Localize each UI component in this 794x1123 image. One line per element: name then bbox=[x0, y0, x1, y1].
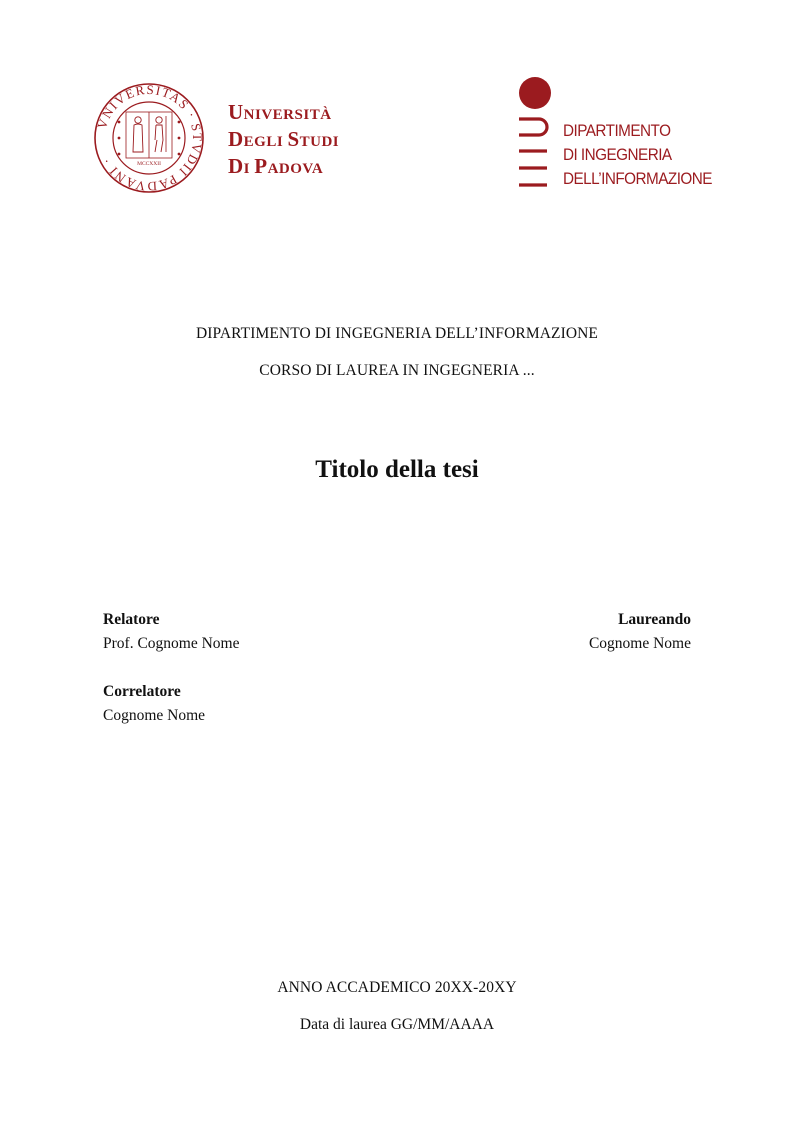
wordmark-cap: P bbox=[254, 154, 268, 178]
university-seal-icon bbox=[93, 82, 205, 194]
course-name: CORSO DI LAUREA IN INGEGNERIA ... bbox=[259, 362, 535, 379]
correlatore-name: Cognome Nome bbox=[103, 707, 206, 724]
laureando-name: Cognome Nome bbox=[588, 635, 691, 652]
academic-year: ANNO ACCADEMICO 20XX-20XY bbox=[277, 979, 517, 996]
wordmark-text: ADOVA bbox=[267, 161, 324, 177]
university-wordmark bbox=[228, 100, 339, 181]
wordmark-cap: D bbox=[228, 127, 244, 151]
dei-wordmark bbox=[563, 119, 712, 191]
dei-logo-icon bbox=[515, 75, 555, 195]
wordmark-line-3 bbox=[228, 154, 339, 181]
svg-text:VNIVERSITAS · STVDII PADVANI ·: VNIVERSITAS · STVDII PADVANI · bbox=[94, 82, 205, 194]
wordmark-text: NIVERSITÀ bbox=[243, 107, 332, 123]
relatore-name: Prof. Cognome Nome bbox=[103, 635, 240, 652]
svg-text:MCCXXII: MCCXXII bbox=[137, 161, 161, 167]
wordmark-text: EGLI bbox=[243, 134, 288, 150]
wordmark-line-1 bbox=[228, 100, 339, 127]
relatore-label: Relatore bbox=[103, 611, 160, 628]
wordmark-text: TUDI bbox=[299, 134, 340, 150]
wordmark-line-2 bbox=[228, 127, 339, 154]
thesis-title: Titolo della tesi bbox=[315, 456, 479, 483]
dei-wordmark-line: DELL’INFORMAZIONE bbox=[563, 169, 712, 188]
correlatore-label: Correlatore bbox=[103, 683, 181, 700]
laureando-label: Laureando bbox=[618, 611, 691, 628]
wordmark-cap: S bbox=[287, 127, 300, 151]
wordmark-text: I bbox=[243, 161, 255, 177]
department-name: DIPARTIMENTO DI INGEGNERIA DELL’INFORMAZIONE bbox=[195, 325, 598, 342]
dei-wordmark-line: DI INGEGNERIA bbox=[563, 145, 672, 164]
dei-wordmark-line: DIPARTIMENTO bbox=[563, 121, 671, 140]
graduation-date: Data di laurea GG/MM/AAAA bbox=[299, 1016, 495, 1033]
wordmark-cap: D bbox=[228, 154, 244, 178]
wordmark-cap: U bbox=[228, 100, 244, 124]
